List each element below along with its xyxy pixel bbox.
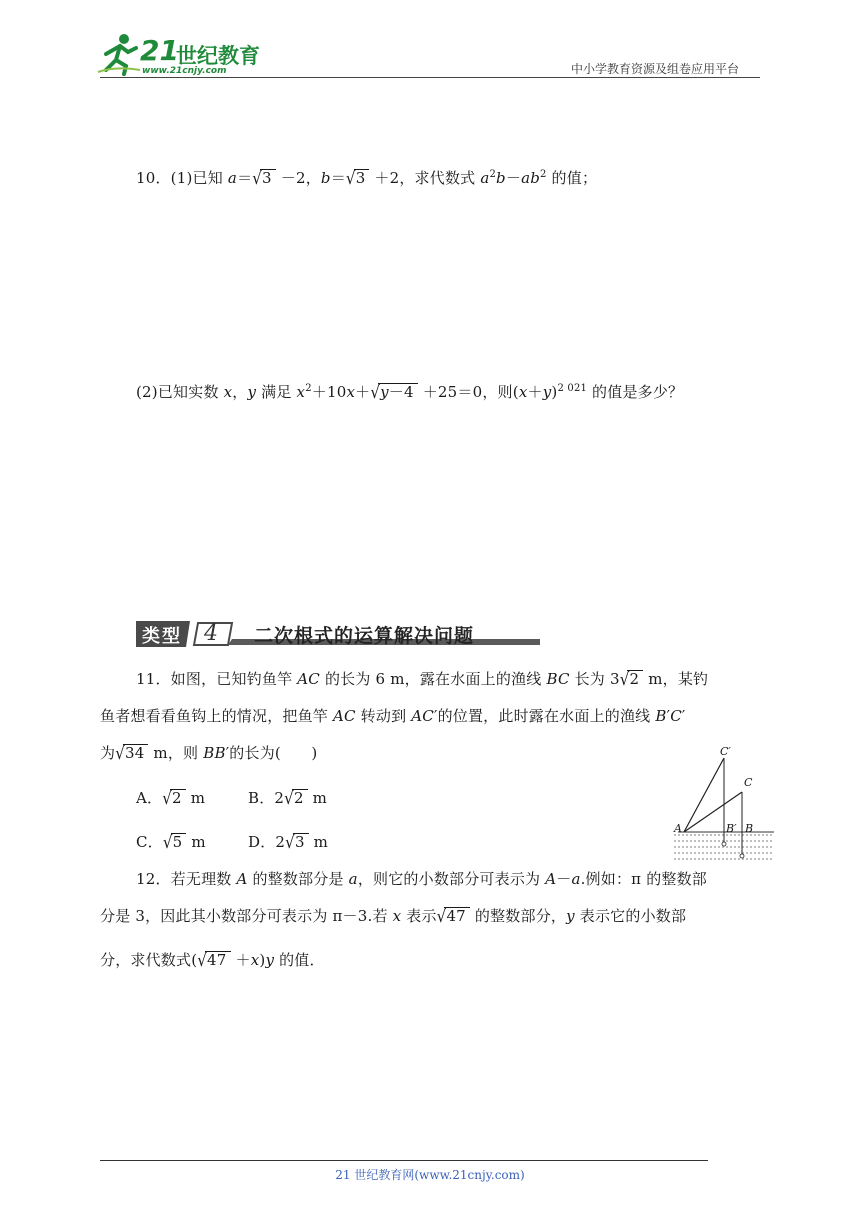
fishing-rod-figure [670,742,780,866]
section-number: 4 [204,621,218,646]
header-rule [100,77,760,78]
q12-line3: 分，求代数式(√47 ＋x)y 的值． [100,949,325,971]
q12-line1: 12．若无理数 A 的整数部分是 a，则它的小数部分可表示为 A－a.例如：π 的整数部 [136,870,707,888]
q11-option-d: D．2√3 m [248,831,329,853]
q11-option-a: A．√2 m [136,787,206,809]
header-right-text: 中小学教育资源及组卷应用平台 [571,62,740,76]
q11-option-b: B．2√2 m [248,787,328,809]
section-title: 二次根式的运算解决问题 [254,625,475,647]
footer-rule [100,1160,708,1161]
header [0,0,860,80]
q11-line3: 为√34 m，则 BB′的长为( ) [100,742,318,764]
q12-line2: 分是 3，因此其小数部分可表示为 π－3.若 x 表示√47 的整数部分，y 表示它的小数部 [100,905,687,927]
logo-number: 21 [140,34,179,67]
q11-line1: 11．如图，已知钓鱼竿 AC 的长为 6 m，露在水面上的渔线 BC 长为 3√2 m，某钓 [136,668,709,690]
q10-part1: 10．(1)已知 a＝√3 －2，b＝√3 ＋2，求代数式 $a^2b-ab^2$ 的值； [136,167,598,189]
label-a: A [674,822,682,835]
label-b: B [745,822,754,835]
section-banner [136,619,540,649]
q11-option-c: C．√5 m [136,831,206,853]
q10-part2: (2)已知实数 x，y 满足 $x^2+10x+√y-4 +25=0$，则$(x+y)^{2 021}$ 的值是多少？ [136,381,684,403]
runner-icon [96,32,140,76]
q11-line2: 鱼者想看看鱼钩上的情况，把鱼竿 AC 转动到 AC′的位置，此时露在水面上的渔线 B′C′ [100,707,686,725]
logo-text: 世纪教育 [176,44,260,68]
footer-text[interactable]: 21 世纪教育网(www.21cnjy.com) [335,1168,525,1182]
section-tag: 类型 [142,626,182,647]
logo [96,32,266,78]
label-b-prime: B′ [726,822,737,835]
label-c: C [744,776,753,789]
label-c-prime: C′ [720,745,731,758]
logo-url: www.21cnjy.com [142,66,227,76]
